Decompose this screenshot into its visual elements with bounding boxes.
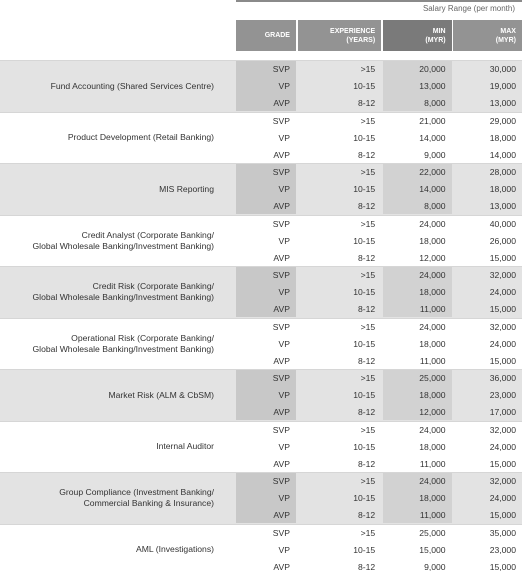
experience-cell: 8-12 (357, 252, 376, 263)
experience-cell: 10-15 (353, 235, 376, 246)
experience-cell: >15 (360, 218, 376, 229)
table-row (218, 335, 522, 352)
role-name-line1: Internal Auditor (156, 441, 214, 452)
max-salary-cell: 24,000 (489, 441, 516, 452)
table-row (218, 164, 522, 181)
table-row (218, 232, 522, 249)
experience-cell: >15 (360, 527, 376, 538)
experience-cell: 10-15 (353, 81, 376, 92)
min-salary-cell: 8,000 (383, 95, 452, 112)
table-row (218, 95, 522, 112)
grade-cell: SVP (272, 424, 290, 435)
role-group (0, 112, 522, 164)
min-salary-cell: 9,000 (424, 561, 446, 572)
min-salary-cell: 21,000 (419, 115, 446, 126)
role-name-line1: Credit Risk (Corporate Banking/ (92, 281, 214, 292)
max-salary-cell: 14,000 (489, 149, 516, 160)
min-salary-cell: 14,000 (383, 181, 452, 198)
min-salary-cell: 25,000 (419, 527, 446, 538)
role-name-line2: Global Wholesale Banking/Investment Banking) (32, 343, 214, 354)
experience-cell: 10-15 (353, 338, 376, 349)
min-salary-cell: 25,000 (383, 370, 452, 387)
experience-cell: 10-15 (353, 390, 376, 401)
max-salary-cell: 32,000 (489, 424, 516, 435)
role-name (0, 164, 218, 215)
max-salary-cell: 18,000 (489, 184, 516, 195)
max-salary-cell: 24,000 (489, 338, 516, 349)
role-name-line1: AML (Investigations) (135, 544, 214, 555)
grade-cell: AVP (273, 355, 290, 366)
role-group (0, 369, 522, 421)
table-row (218, 146, 522, 163)
max-salary-cell: 36,000 (489, 373, 516, 384)
role-name-line2: Global Wholesale Banking/Investment Banking) (32, 240, 214, 251)
table-row (218, 455, 522, 472)
max-salary-cell: 26,000 (489, 235, 516, 246)
grade-cell: VP (236, 490, 296, 507)
experience-cell: 10-15 (353, 493, 376, 504)
experience-cell: >15 (360, 167, 376, 178)
table-row (218, 129, 522, 146)
role-group (0, 472, 522, 524)
table-row (218, 370, 522, 387)
role-name (0, 319, 218, 370)
experience-cell: >15 (360, 424, 376, 435)
experience-cell: 10-15 (353, 441, 376, 452)
table-row (218, 301, 522, 318)
grade-cell: SVP (236, 267, 296, 284)
min-salary-cell: 24,000 (419, 218, 446, 229)
min-salary-cell: 18,000 (383, 387, 452, 404)
experience-cell: >15 (360, 115, 376, 126)
max-salary-cell: 13,000 (489, 98, 516, 109)
header-min (383, 20, 452, 51)
header-experience-line1: EXPERIENCE (330, 27, 376, 35)
header-grade (236, 20, 296, 51)
role-name (0, 525, 218, 575)
experience-cell: 10-15 (353, 132, 376, 143)
header-experience-line2: (YEARS) (346, 36, 376, 44)
table-row (218, 181, 522, 198)
grade-cell: AVP (236, 95, 296, 112)
table-row (218, 61, 522, 78)
max-salary-cell: 32,000 (489, 270, 516, 281)
header-min-line2: (MYR) (425, 36, 446, 44)
max-salary-cell: 15,000 (489, 510, 516, 521)
grade-cell: VP (236, 387, 296, 404)
max-salary-cell: 15,000 (489, 252, 516, 263)
role-name-line1: Market Risk (ALM & CbSM) (108, 389, 214, 400)
role-name-line1: Fund Accounting (Shared Services Centre) (50, 80, 214, 91)
min-salary-cell: 12,000 (383, 404, 452, 421)
grade-cell: VP (236, 78, 296, 95)
table-row (218, 507, 522, 524)
role-name (0, 267, 218, 318)
grade-cell: SVP (272, 115, 290, 126)
max-salary-cell: 17,000 (489, 407, 516, 418)
experience-cell: 8-12 (357, 304, 376, 315)
table-row (218, 473, 522, 490)
experience-cell: 8-12 (357, 407, 376, 418)
min-salary-cell: 12,000 (419, 252, 446, 263)
role-group (0, 421, 522, 473)
experience-cell: >15 (360, 373, 376, 384)
role-name (0, 216, 218, 267)
max-salary-cell: 32,000 (489, 476, 516, 487)
min-salary-cell: 8,000 (383, 198, 452, 215)
role-group (0, 60, 522, 112)
header-min-line1: MIN (432, 27, 446, 35)
top-rule (236, 0, 522, 2)
table-row (218, 404, 522, 421)
max-salary-cell: 40,000 (489, 218, 516, 229)
table-row (218, 113, 522, 130)
header-max-line2: (MYR) (495, 36, 516, 44)
grade-cell: VP (278, 132, 290, 143)
experience-cell: 8-12 (357, 201, 376, 212)
table-row (218, 319, 522, 336)
grade-cell: VP (236, 284, 296, 301)
role-name-line2: Global Wholesale Banking/Investment Banking) (32, 292, 214, 303)
table-row (218, 422, 522, 439)
min-salary-cell: 11,000 (383, 507, 452, 524)
experience-cell: 8-12 (357, 458, 376, 469)
min-salary-cell: 18,000 (419, 338, 446, 349)
header-max-line1: MAX (500, 27, 516, 35)
table-row (218, 387, 522, 404)
role-name (0, 473, 218, 524)
grade-cell: SVP (272, 218, 290, 229)
role-name-line1: Product Development (Retail Banking) (67, 132, 214, 143)
min-salary-cell: 11,000 (419, 355, 446, 366)
max-salary-cell: 35,000 (489, 527, 516, 538)
grade-cell: AVP (236, 404, 296, 421)
grade-cell: AVP (273, 149, 290, 160)
table-row (218, 525, 522, 542)
grade-cell: AVP (236, 198, 296, 215)
max-salary-cell: 23,000 (489, 544, 516, 555)
salary-range-title: Salary Range (per month) (422, 4, 515, 13)
min-salary-cell: 15,000 (419, 544, 446, 555)
max-salary-cell: 15,000 (489, 304, 516, 315)
experience-cell: 10-15 (353, 287, 376, 298)
experience-cell: 10-15 (353, 184, 376, 195)
max-salary-cell: 15,000 (489, 355, 516, 366)
experience-cell: 8-12 (357, 561, 376, 572)
grade-cell: VP (236, 181, 296, 198)
grade-cell: AVP (273, 252, 290, 263)
role-name-line1: Group Compliance (Investment Banking/ (59, 487, 214, 498)
grade-cell: VP (278, 235, 290, 246)
max-salary-cell: 15,000 (489, 561, 516, 572)
min-salary-cell: 24,000 (383, 267, 452, 284)
grade-cell: AVP (236, 507, 296, 524)
min-salary-cell: 24,000 (383, 473, 452, 490)
role-name-line1: MIS Reporting (159, 183, 214, 194)
max-salary-cell: 23,000 (489, 390, 516, 401)
grade-cell: SVP (236, 473, 296, 490)
experience-cell: 10-15 (353, 544, 376, 555)
table-row (218, 249, 522, 266)
table-row (218, 541, 522, 558)
role-name-line1: Operational Risk (Corporate Banking/ (71, 332, 214, 343)
min-salary-cell: 20,000 (383, 61, 452, 78)
table-row (218, 284, 522, 301)
max-salary-cell: 24,000 (489, 493, 516, 504)
max-salary-cell: 24,000 (489, 287, 516, 298)
max-salary-cell: 32,000 (489, 321, 516, 332)
max-salary-cell: 30,000 (489, 64, 516, 75)
min-salary-cell: 9,000 (424, 149, 446, 160)
role-name (0, 422, 218, 473)
min-salary-cell: 14,000 (419, 132, 446, 143)
role-name-line1: Credit Analyst (Corporate Banking/ (81, 229, 214, 240)
grade-cell: VP (278, 338, 290, 349)
max-salary-cell: 28,000 (489, 167, 516, 178)
experience-cell: 8-12 (357, 149, 376, 160)
grade-cell: VP (278, 441, 290, 452)
table-row (218, 78, 522, 95)
role-group (0, 163, 522, 215)
table-header (236, 20, 522, 51)
experience-cell: >15 (360, 270, 376, 281)
max-salary-cell: 15,000 (489, 458, 516, 469)
min-salary-cell: 13,000 (383, 78, 452, 95)
table-row (218, 267, 522, 284)
header-grade-label: GRADE (264, 32, 290, 39)
header-experience (298, 20, 381, 51)
table-row (218, 438, 522, 455)
role-name (0, 61, 218, 112)
table-row (218, 490, 522, 507)
max-salary-cell: 18,000 (489, 132, 516, 143)
role-group (0, 318, 522, 370)
experience-cell: 8-12 (357, 355, 376, 366)
role-name-line2: Commercial Banking & Insurance) (83, 498, 214, 509)
grade-cell: SVP (272, 527, 290, 538)
min-salary-cell: 11,000 (419, 458, 446, 469)
role-group (0, 524, 522, 575)
grade-cell: AVP (236, 301, 296, 318)
min-salary-cell: 18,000 (419, 441, 446, 452)
role-name (0, 113, 218, 164)
grade-cell: SVP (236, 61, 296, 78)
table-row (218, 216, 522, 233)
min-salary-cell: 18,000 (383, 284, 452, 301)
grade-cell: SVP (236, 164, 296, 181)
min-salary-cell: 24,000 (419, 321, 446, 332)
min-salary-cell: 22,000 (383, 164, 452, 181)
experience-cell: 8-12 (357, 98, 376, 109)
grade-cell: SVP (236, 370, 296, 387)
table-row (218, 352, 522, 369)
grade-cell: AVP (273, 561, 290, 572)
min-salary-cell: 18,000 (419, 235, 446, 246)
role-group (0, 215, 522, 267)
role-name (0, 370, 218, 421)
min-salary-cell: 11,000 (383, 301, 452, 318)
experience-cell: 8-12 (357, 510, 376, 521)
experience-cell: >15 (360, 64, 376, 75)
table-row (218, 198, 522, 215)
table-row (218, 558, 522, 575)
experience-cell: >15 (360, 476, 376, 487)
role-group (0, 266, 522, 318)
grade-cell: SVP (272, 321, 290, 332)
grade-cell: AVP (273, 458, 290, 469)
max-salary-cell: 29,000 (489, 115, 516, 126)
min-salary-cell: 18,000 (383, 490, 452, 507)
max-salary-cell: 13,000 (489, 201, 516, 212)
experience-cell: >15 (360, 321, 376, 332)
header-max (453, 20, 522, 51)
max-salary-cell: 19,000 (489, 81, 516, 92)
table-body (0, 60, 522, 575)
grade-cell: VP (278, 544, 290, 555)
min-salary-cell: 24,000 (419, 424, 446, 435)
